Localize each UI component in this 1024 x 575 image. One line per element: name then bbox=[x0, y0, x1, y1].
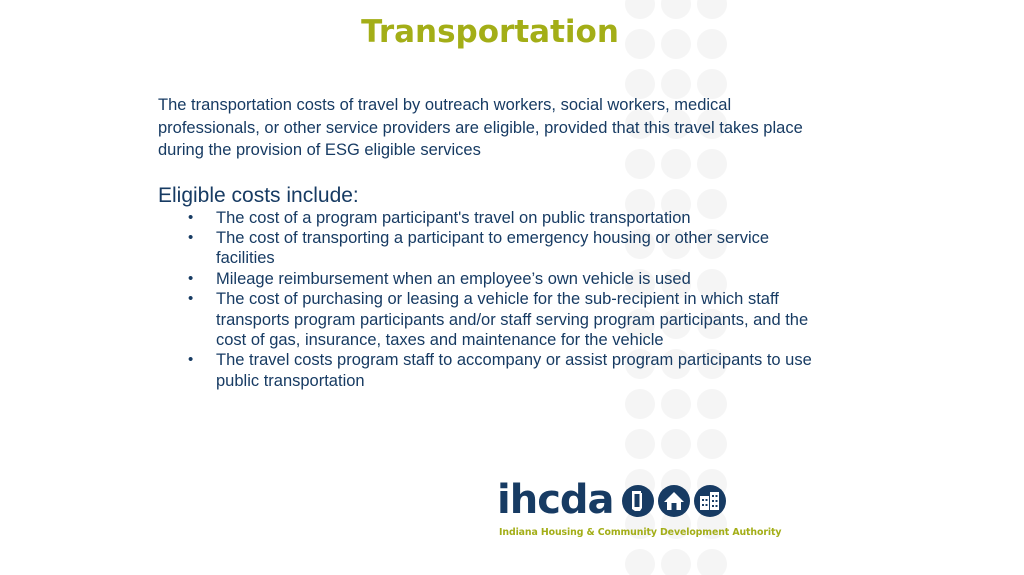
slide-body bbox=[158, 94, 848, 391]
list-item-line: The cost of purchasing or leasing a vehicle for the sub-recipient in which staff bbox=[216, 290, 779, 309]
bullet-icon: • bbox=[188, 269, 194, 287]
bullet-icon: • bbox=[188, 228, 194, 246]
logo-wordmark: ihcda bbox=[497, 477, 614, 523]
list-item-line: The cost of a program participant's travel on public transportation bbox=[216, 208, 691, 227]
intro-line: The transportation costs of travel by outreach workers, social workers, medical bbox=[158, 96, 732, 114]
logo-icons bbox=[621, 484, 731, 518]
list-item-line: public transportation bbox=[216, 371, 365, 390]
bullet-icon: • bbox=[188, 208, 194, 226]
list-item bbox=[188, 269, 848, 289]
list-item bbox=[188, 208, 848, 228]
intro-line: professionals, or other service providers are eligible, provided that this travel takes place bbox=[158, 118, 803, 137]
list-item-line: cost of gas, insurance, taxes and maintenance for the vehicle bbox=[216, 330, 664, 349]
list-item-line: transports program participants and/or staff serving program participants, and the bbox=[216, 310, 809, 329]
ihcda-logo bbox=[497, 477, 782, 542]
list-item bbox=[188, 350, 848, 391]
list-item bbox=[188, 228, 848, 269]
intro-line: during the provision of ESG eligible services bbox=[158, 141, 481, 159]
list-item-line: Mileage reimbursement when an employee’s own vehicle is used bbox=[216, 269, 691, 288]
intro-paragraph bbox=[158, 94, 848, 162]
list-item-line: The cost of transporting a participant to emergency housing or other service bbox=[216, 228, 770, 247]
bullet-icon: • bbox=[188, 351, 194, 369]
slide-title: Transportation bbox=[361, 14, 619, 50]
eligible-costs-heading: Eligible costs include: bbox=[158, 183, 359, 207]
indiana-state-icon bbox=[622, 485, 654, 517]
eligible-costs-list bbox=[158, 208, 848, 392]
bullet-icon: • bbox=[188, 290, 194, 308]
house-icon bbox=[658, 485, 690, 517]
list-item-line: facilities bbox=[216, 249, 275, 268]
logo-tagline: Indiana Housing & Community Development Authority bbox=[499, 527, 782, 538]
building-icon bbox=[694, 485, 726, 517]
list-item-line: The travel costs program staff to accompany or assist program participants to use bbox=[216, 351, 812, 370]
list-item bbox=[188, 289, 848, 350]
